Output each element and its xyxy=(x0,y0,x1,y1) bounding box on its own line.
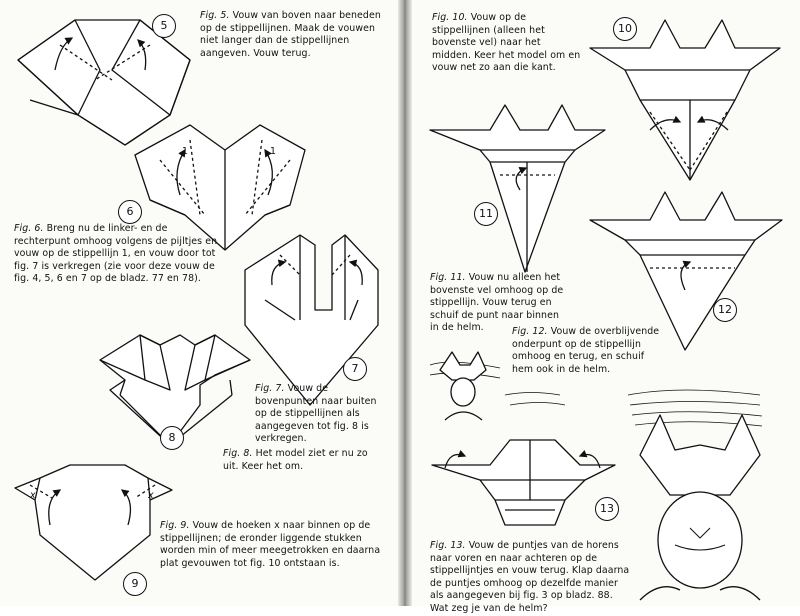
caption-fig-8 xyxy=(223,448,379,473)
fig-7-text: Vouw de bovenpunten naar buiten op de stippellijnen als aangegeven tot fig. 8 is verkregen. xyxy=(255,383,377,445)
fig-5-label: Fig. 5. xyxy=(200,10,230,21)
fig-6-label: Fig. 6. xyxy=(14,223,44,234)
figure-11-number: 11 xyxy=(474,202,498,226)
fig-12-label: Fig. 12. xyxy=(512,326,548,337)
fold-line-1-marker-right: 1 xyxy=(270,146,277,157)
figure-8-number: 8 xyxy=(160,426,184,450)
figure-7-number: 7 xyxy=(343,357,367,381)
figure-13-diagram xyxy=(432,440,615,525)
fig-9-label: Fig. 9. xyxy=(160,520,190,531)
fig-5-text: Vouw van boven naar beneden op de stippellijnen. Maak de vouwen niet langer dan de stippellijnen aangeven. Vouw terug. xyxy=(200,10,381,59)
fig-11-text: Vouw nu alleen het bovenste vel omhoog op de stippellijn. Vouw terug en schuif de punt naar binnen in de helm. xyxy=(430,272,564,334)
figure-13-number: 13 xyxy=(595,497,619,521)
figure-10-diagram xyxy=(590,20,780,180)
fig-7-label: Fig. 7. xyxy=(255,383,285,394)
fig-8-text: Het model ziet er nu zo uit. Keer het om. xyxy=(223,448,368,472)
fold-line-1-marker-left: 1 xyxy=(182,146,189,157)
caption-fig-6 xyxy=(14,223,226,286)
figure-12-number: 12 xyxy=(713,298,737,322)
caption-fig-12 xyxy=(512,326,666,376)
caption-fig-7 xyxy=(255,383,379,446)
figure-5-diagram xyxy=(18,20,190,145)
caption-fig-10 xyxy=(432,12,582,75)
fig-11-label: Fig. 11. xyxy=(430,272,466,283)
corner-x-marker-right: x xyxy=(148,490,154,501)
figure-9-diagram xyxy=(15,465,172,580)
large-boy-sketch xyxy=(628,390,762,600)
fig-13-text: Vouw de puntjes van de horens naar voren en naar achteren op de stippellijntjes en vouw terug. Klap daarna de puntjes omhoog op dezelfde manier als aangegeven bij fig. 3 op bladz. 88. Wat zeg je van de helm? xyxy=(430,540,630,614)
fig-6-text: Breng nu de linker- en de rechterpunt omhoog volgens de pijltjes en vouw op de stippellijn 1, en vouw door tot fig. 7 is verkregen (zie voor deze vouw de fig. 4, 5, 6 en 7 op de bladz. 77 en 78). xyxy=(14,223,218,285)
caption-fig-5 xyxy=(200,10,382,60)
figure-11-diagram xyxy=(430,105,605,272)
fig-10-text: Vouw op de stippellijnen (alleen het bovenste vel) naar het midden. Keer het model om en vouw net zo aan die kant. xyxy=(432,12,581,74)
fig-8-label: Fig. 8. xyxy=(223,448,253,459)
figure-5-number: 5 xyxy=(152,14,176,38)
caption-fig-13 xyxy=(430,540,630,616)
fig-10-label: Fig. 10. xyxy=(432,12,468,23)
figure-6-number: 6 xyxy=(118,200,142,224)
caption-fig-9 xyxy=(160,520,382,570)
figure-9-number: 9 xyxy=(123,572,147,596)
fig-12-text: Vouw de overblijvende onderpunt op de stippellijn omhoog en terug, en schuif hem ook in de helm. xyxy=(512,326,660,375)
corner-x-marker-left: x xyxy=(30,490,36,501)
figure-10-number: 10 xyxy=(613,17,637,41)
fig-13-label: Fig. 13. xyxy=(430,540,466,551)
fig-9-text: Vouw de hoeken x naar binnen op de stippellijnen; de eronder liggende stukken worden min of meer meegetrokken en daarna plat gevouwen tot fig. 10 ontstaan is. xyxy=(160,520,381,569)
